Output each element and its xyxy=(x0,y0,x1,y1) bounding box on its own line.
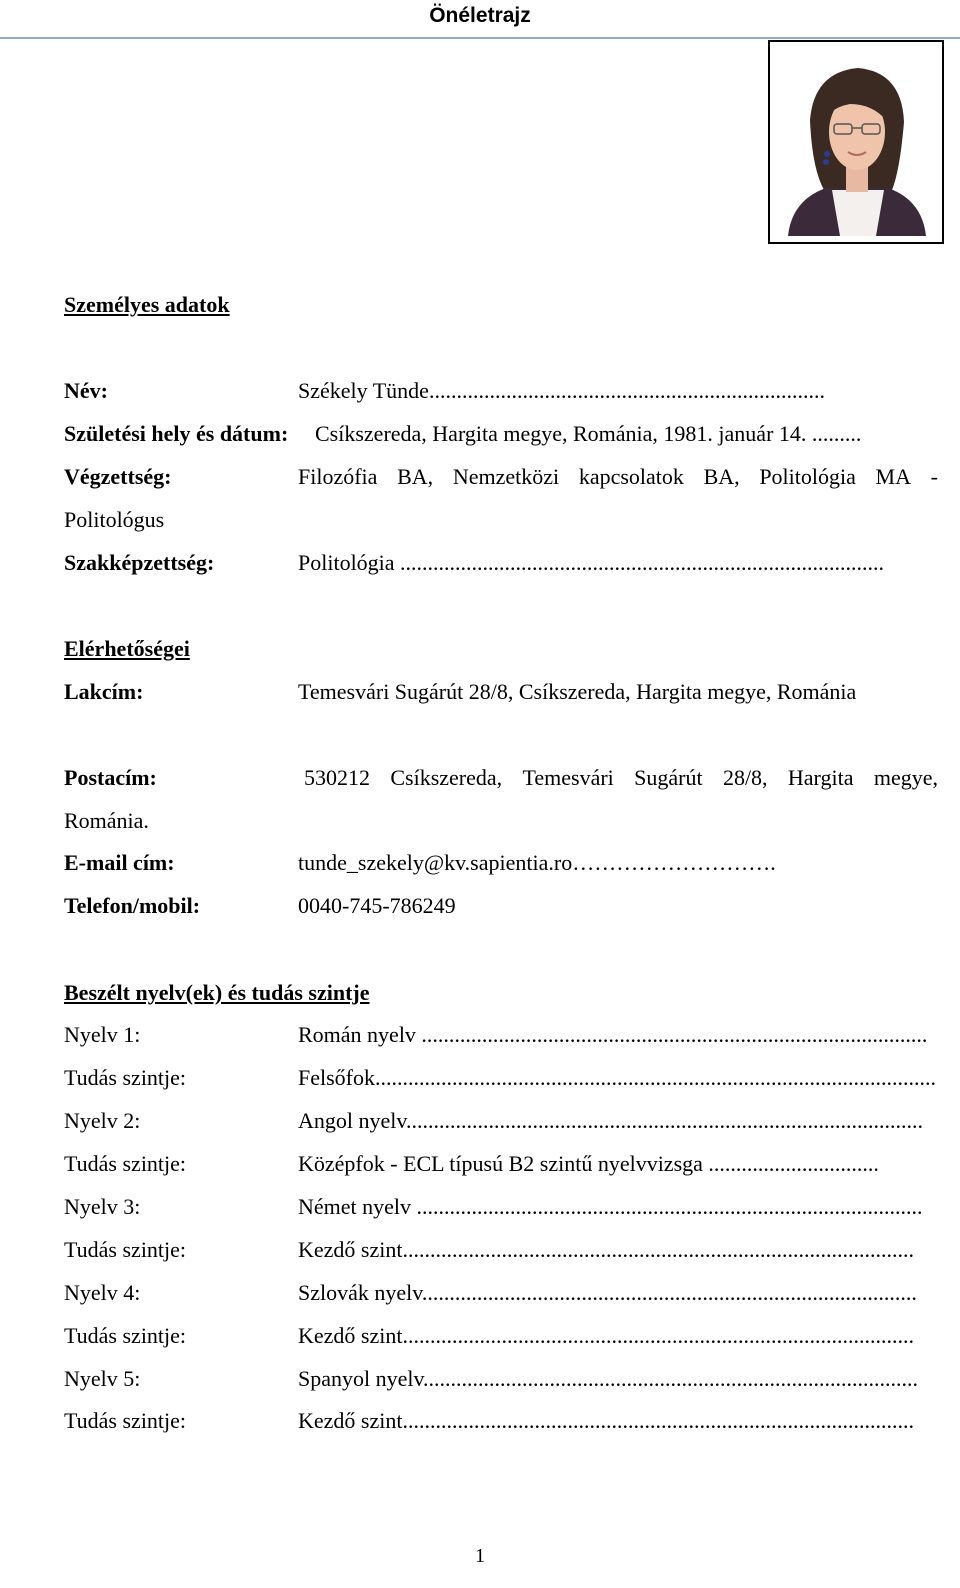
language-label: Nyelv 4: xyxy=(64,1280,141,1305)
language-value: Német nyelv ............................................................................................ xyxy=(298,1194,923,1219)
language-row xyxy=(64,1065,938,1097)
postal-word: Hargita xyxy=(787,765,854,790)
language-label: Tudás szintje: xyxy=(64,1323,187,1348)
personal-data-heading: Személyes adatok xyxy=(64,292,230,317)
language-row xyxy=(64,1194,938,1226)
education-value xyxy=(298,464,938,490)
language-row xyxy=(64,1323,938,1355)
qualification-row xyxy=(64,550,938,582)
education-continuation: Politológus xyxy=(64,507,165,532)
language-label: Tudás szintje: xyxy=(64,1408,187,1433)
language-value: Román nyelv ............................................................................................ xyxy=(298,1022,928,1047)
education-word: Filozófia xyxy=(298,464,378,489)
address-label: Lakcím: xyxy=(64,679,144,704)
education-word: BA, xyxy=(397,464,434,489)
language-value: Kezdő szint............................................................................................. xyxy=(298,1237,914,1262)
language-value: Felsőfok...................................................................................................... xyxy=(298,1065,936,1090)
email-label: E-mail cím: xyxy=(64,850,175,875)
email-value[interactable]: tunde_szekely@kv.sapientia.ro………………………. xyxy=(298,850,776,875)
postal-word: megye, xyxy=(873,765,938,790)
postal-row xyxy=(64,765,938,797)
postal-word: 530212 xyxy=(304,765,370,790)
postal-word: Csíkszereda, xyxy=(390,765,503,790)
language-label: Tudás szintje: xyxy=(64,1151,187,1176)
education-word: Nemzetközi xyxy=(452,464,560,489)
languages-heading: Beszélt nyelv(ek) és tudás szintje xyxy=(64,980,370,1005)
address-row xyxy=(64,679,938,711)
language-value: Angol nyelv.............................................................................................. xyxy=(298,1108,923,1133)
language-value: Kezdő szint............................................................................................. xyxy=(298,1408,914,1433)
phone-label: Telefon/mobil: xyxy=(64,893,201,918)
portrait-image xyxy=(780,50,932,236)
language-row xyxy=(64,1022,938,1054)
postal-label: Postacím: xyxy=(64,765,157,790)
address-value: Temesvári Sugárút 28/8, Csíkszereda, Hargita megye, Románia xyxy=(298,679,857,704)
postal-word: Temesvári xyxy=(522,765,614,790)
language-label: Nyelv 5: xyxy=(64,1366,141,1391)
language-value: Spanyol nyelv.......................................................................................... xyxy=(298,1366,919,1391)
name-row xyxy=(64,378,938,410)
language-row xyxy=(64,1108,938,1140)
name-label: Név: xyxy=(64,378,108,403)
postal-word: Sugárút xyxy=(634,765,703,790)
education-word: BA, xyxy=(703,464,740,489)
language-value: Középfok - ECL típusú B2 szintű nyelvvizsga ............................... xyxy=(298,1151,879,1176)
language-row xyxy=(64,1237,938,1269)
language-value: Kezdő szint............................................................................................. xyxy=(298,1323,914,1348)
birth-label: Születési hely és dátum: xyxy=(64,421,289,446)
education-label: Végzettség: xyxy=(64,464,172,489)
language-row xyxy=(64,1280,938,1312)
language-row xyxy=(64,1408,938,1440)
language-label: Nyelv 3: xyxy=(64,1194,141,1219)
phone-value: 0040-745-786249 xyxy=(298,893,456,918)
language-label: Tudás szintje: xyxy=(64,1065,187,1090)
email-row xyxy=(64,850,938,882)
contact-heading: Elérhetőségei xyxy=(64,636,190,661)
education-word: kapcsolatok xyxy=(578,464,684,489)
birth-row xyxy=(64,421,938,453)
language-label: Tudás szintje: xyxy=(64,1237,187,1262)
education-word: MA xyxy=(875,464,911,489)
qualification-label: Szakképzettség: xyxy=(64,550,215,575)
language-row xyxy=(64,1366,938,1398)
postal-continuation: Románia. xyxy=(64,808,149,833)
education-row xyxy=(64,464,938,496)
education-word: Politológia xyxy=(759,464,856,489)
language-row xyxy=(64,1151,938,1183)
phone-row xyxy=(64,893,938,925)
language-label: Nyelv 1: xyxy=(64,1022,141,1047)
birth-value: Csíkszereda, Hargita megye, Románia, 1981. január 14. ......... xyxy=(315,421,862,446)
language-label: Nyelv 2: xyxy=(64,1108,141,1133)
name-value: Székely Tünde........................................................................ xyxy=(298,378,825,403)
language-value: Szlovák nyelv.......................................................................................... xyxy=(298,1280,917,1305)
postal-word: 28/8, xyxy=(722,765,768,790)
page-number: 1 xyxy=(475,1545,485,1567)
profile-photo xyxy=(768,40,944,244)
education-word: - xyxy=(930,464,938,489)
postal-value xyxy=(304,765,938,791)
title-divider xyxy=(0,37,960,39)
qualification-value: Politológia ........................................................................................ xyxy=(298,550,885,575)
document-title: Önéletrajz xyxy=(429,4,531,27)
